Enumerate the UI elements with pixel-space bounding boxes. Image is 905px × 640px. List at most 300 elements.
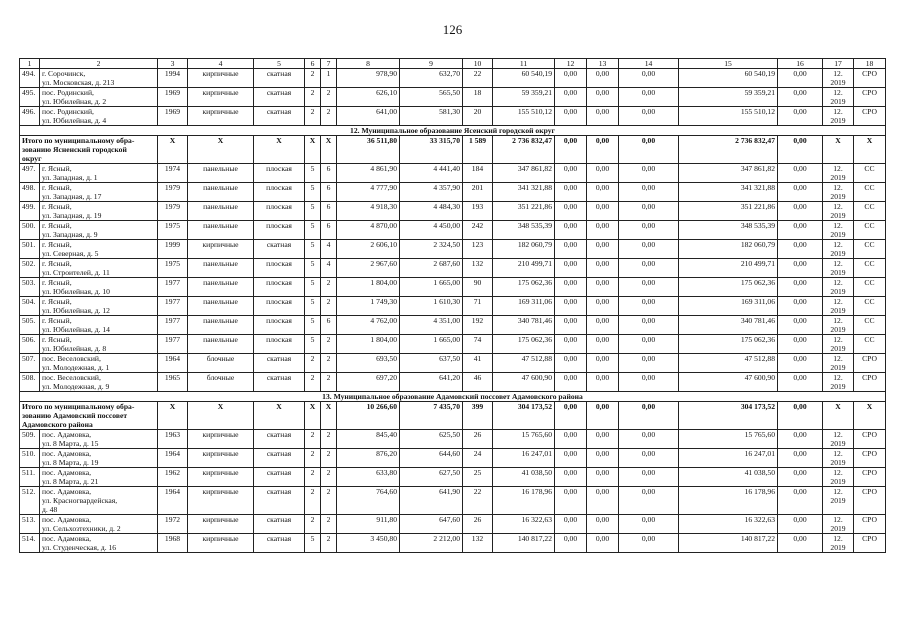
address-line: г. Ясный, [42,164,72,173]
address-line: д. 48 [42,505,58,514]
address-line: ул. Молодежная, д. 9 [42,382,110,391]
living-area: 1 610,30 [400,297,463,316]
living-area: 627,50 [400,468,463,487]
build-year: 1964 [158,354,188,373]
row-number: 501. [20,240,40,259]
value-col13: 0,00 [587,164,619,183]
address-line: г. Ясный, [42,221,72,230]
total-area: 1 804,00 [337,278,400,297]
roof-type: скатная [254,468,305,487]
residents: 399 [463,402,493,430]
repair-cost: 60 540,19 [493,69,555,88]
value-col16: 0,00 [778,259,823,278]
column-header: 18 [854,59,886,69]
total-cost: 59 359,21 [679,88,778,107]
table-row [20,240,886,259]
floors: X [305,136,321,164]
living-area: 2 687,60 [400,259,463,278]
value-col12: 0,00 [555,202,587,221]
value-col14: 0,00 [619,183,679,202]
deadline-year: 2019 [830,477,846,486]
value-col13: 0,00 [587,449,619,468]
value-col14: 0,00 [619,468,679,487]
row-number: 514. [20,534,40,553]
floors: 5 [305,316,321,335]
deadline-year: 2019 [830,249,846,258]
value-col12: 0,00 [555,468,587,487]
address-line: ул. Строителей, д. 11 [42,268,110,277]
address-line: ул. 8 Марта, д. 21 [42,477,99,486]
value-col16: 0,00 [778,136,823,164]
address [40,515,158,534]
value-col12: 0,00 [555,278,587,297]
build-year: 1975 [158,221,188,240]
value-col13: 0,00 [587,373,619,392]
roof-type: скатная [254,430,305,449]
total-row [20,136,886,164]
total-cost: 2 736 832,47 [679,136,778,164]
value-col12: 0,00 [555,335,587,354]
column-header: 3 [158,59,188,69]
living-area: 4 351,00 [400,316,463,335]
wall-material: панельные [188,259,254,278]
repair-deadline [823,69,854,88]
address-line: пос. Адамовка, [42,515,91,524]
value-col14: 0,00 [619,278,679,297]
address [40,221,158,240]
repair-deadline [823,183,854,202]
value-col12: 0,00 [555,107,587,126]
address-line: г. Ясный, [42,259,72,268]
deadline-year: 2019 [830,230,846,239]
value-col12: 0,00 [555,164,587,183]
total-cost: 169 311,06 [679,297,778,316]
repair-cost: 304 173,52 [493,402,555,430]
residents: 18 [463,88,493,107]
fund-type: СРО [854,373,886,392]
wall-material: кирпичные [188,487,254,515]
repair-deadline [823,354,854,373]
total-area: 764,60 [337,487,400,515]
repair-cost: 16 178,96 [493,487,555,515]
roof-type: плоская [254,316,305,335]
residents: 24 [463,449,493,468]
floors: 2 [305,69,321,88]
value-col12: 0,00 [555,373,587,392]
entrances: 2 [321,354,337,373]
fund-type: СС [854,297,886,316]
table-row [20,373,886,392]
value-col12: 0,00 [555,487,587,515]
value-col14: 0,00 [619,487,679,515]
deadline-month: 12. [833,487,843,496]
total-area: 2 606,10 [337,240,400,259]
value-col13: 0,00 [587,136,619,164]
repair-deadline [823,259,854,278]
row-number: 500. [20,221,40,240]
value-col14: 0,00 [619,449,679,468]
value-col14: 0,00 [619,164,679,183]
total-label-line: зованию Адамовский поссовет [22,411,128,420]
value-col12: 0,00 [555,402,587,430]
column-header: 14 [619,59,679,69]
entrances: 6 [321,164,337,183]
build-year: 1975 [158,259,188,278]
entrances: X [321,136,337,164]
column-header: 2 [40,59,158,69]
column-header: 12 [555,59,587,69]
deadline-year: 2019 [830,524,846,533]
roof-type: плоская [254,221,305,240]
table-row [20,354,886,373]
deadline-year: 2019 [830,116,846,125]
deadline-year: 2019 [830,78,846,87]
value-col14: 0,00 [619,335,679,354]
entrances: 4 [321,259,337,278]
living-area: 4 450,00 [400,221,463,240]
value-col13: 0,00 [587,297,619,316]
total-area: 697,20 [337,373,400,392]
residents: 123 [463,240,493,259]
address-line: ул. Юбилейная, д. 4 [42,116,107,125]
value-col13: 0,00 [587,107,619,126]
entrances: 2 [321,88,337,107]
deadline-year: 2019 [830,287,846,296]
total-area: 4 870,00 [337,221,400,240]
total-area: 693,50 [337,354,400,373]
value-col13: 0,00 [587,316,619,335]
fund-type: СРО [854,69,886,88]
total-area: 4 861,90 [337,164,400,183]
living-area: 4 441,40 [400,164,463,183]
address-line: ул. 8 Марта, д. 15 [42,439,99,448]
value-col13: 0,00 [587,240,619,259]
repair-cost: 47 512,88 [493,354,555,373]
entrances: 2 [321,534,337,553]
roof-type: скатная [254,69,305,88]
entrances: 2 [321,373,337,392]
fund-type: СРО [854,515,886,534]
repair-cost: 155 510,12 [493,107,555,126]
deadline-month: 12. [833,202,843,211]
section-row [20,126,886,136]
wall-material: панельные [188,202,254,221]
table-row [20,221,886,240]
row-number: 495. [20,88,40,107]
build-year: 1979 [158,202,188,221]
floors: 5 [305,259,321,278]
address-line: г. Сорочинск, [42,69,86,78]
floors: 2 [305,487,321,515]
value-col12: 0,00 [555,136,587,164]
value-col14: 0,00 [619,136,679,164]
address-line: ул. Западная, д. 17 [42,192,102,201]
residents: 192 [463,316,493,335]
living-area: 644,60 [400,449,463,468]
address [40,202,158,221]
value-col16: 0,00 [778,240,823,259]
living-area: 1 665,00 [400,278,463,297]
wall-material: кирпичные [188,430,254,449]
residents: 201 [463,183,493,202]
address-line: ул. Красногвардейская, [42,496,118,505]
table-row [20,515,886,534]
fund-type: СС [854,335,886,354]
address-line: г. Ясный, [42,202,72,211]
build-year: 1999 [158,240,188,259]
table-row [20,202,886,221]
deadline-month: 12. [833,240,843,249]
value-col16: 0,00 [778,534,823,553]
build-year: 1965 [158,373,188,392]
deadline-month: 12. [833,297,843,306]
address-line: ул. Студенческая, д. 16 [42,543,117,552]
value-col13: 0,00 [587,278,619,297]
value-col12: 0,00 [555,183,587,202]
wall-material: кирпичные [188,240,254,259]
total-cost: 140 817,22 [679,534,778,553]
value-col16: 0,00 [778,107,823,126]
repair-deadline [823,88,854,107]
deadline-month: 12. [833,515,843,524]
value-col14: 0,00 [619,69,679,88]
build-year: 1964 [158,487,188,515]
repair-deadline [823,468,854,487]
value-col14: 0,00 [619,240,679,259]
value-col14: 0,00 [619,373,679,392]
deadline-month: 12. [833,335,843,344]
living-area: 4 484,30 [400,202,463,221]
address-line: ул. Сельхозтехники, д. 2 [42,524,121,533]
fund-type: СРО [854,468,886,487]
deadline-year: 2019 [830,382,846,391]
value-col14: 0,00 [619,88,679,107]
residents: 132 [463,259,493,278]
table-row [20,297,886,316]
column-header: 1 [20,59,40,69]
total-cost: 15 765,60 [679,430,778,449]
total-area: 4 918,30 [337,202,400,221]
value-col14: 0,00 [619,202,679,221]
roof-type: плоская [254,297,305,316]
floors: 5 [305,221,321,240]
address [40,297,158,316]
value-col12: 0,00 [555,534,587,553]
wall-material: кирпичные [188,88,254,107]
value-col16: 0,00 [778,88,823,107]
total-area: 4 762,00 [337,316,400,335]
residents: 26 [463,515,493,534]
build-year: 1974 [158,164,188,183]
repair-deadline [823,107,854,126]
repair-deadline [823,164,854,183]
living-area: 641,90 [400,487,463,515]
value-col12: 0,00 [555,354,587,373]
column-header: 9 [400,59,463,69]
value-col13: 0,00 [587,402,619,430]
total-area: 2 967,60 [337,259,400,278]
value-col16: 0,00 [778,354,823,373]
column-header: 11 [493,59,555,69]
value-col16: 0,00 [778,297,823,316]
wall-material: кирпичные [188,515,254,534]
deadline-month: 12. [833,183,843,192]
address-line: пос. Родинский, [42,88,94,97]
roof-type: плоская [254,183,305,202]
total-cost: 182 060,79 [679,240,778,259]
build-year: X [158,402,188,430]
living-area: 1 665,00 [400,335,463,354]
repair-cost: 41 038,50 [493,468,555,487]
fund-type: СРО [854,487,886,515]
fund-type: СРО [854,449,886,468]
value-col14: 0,00 [619,430,679,449]
deadline-year: 2019 [830,496,846,505]
value-col13: 0,00 [587,335,619,354]
value-col13: 0,00 [587,468,619,487]
value-col12: 0,00 [555,515,587,534]
address-line: ул. Юбилейная, д. 2 [42,97,107,106]
table-row [20,107,886,126]
total-label [20,136,158,164]
repair-deadline [823,515,854,534]
floors: 5 [305,164,321,183]
value-col12: 0,00 [555,88,587,107]
address [40,183,158,202]
entrances: 2 [321,515,337,534]
column-header: 17 [823,59,854,69]
value-col14: 0,00 [619,316,679,335]
address-line: ул. Юбилейная, д. 12 [42,306,110,315]
row-number: 511. [20,468,40,487]
residents: 193 [463,202,493,221]
entrances: 2 [321,430,337,449]
total-label-line: Адамовского района [22,420,93,429]
roof-type: плоская [254,164,305,183]
deadline-month: 12. [833,69,843,78]
residents: 242 [463,221,493,240]
repair-deadline [823,316,854,335]
build-year: 1977 [158,335,188,354]
repair-cost: 348 535,39 [493,221,555,240]
wall-material: панельные [188,164,254,183]
address-line: ул. Юбилейная, д. 8 [42,344,107,353]
address [40,373,158,392]
entrances: 6 [321,183,337,202]
deadline-month: 12. [833,534,843,543]
residents: 20 [463,107,493,126]
address [40,278,158,297]
address-line: пос. Родинский, [42,107,94,116]
address-line: г. Ясный, [42,297,72,306]
value-col14: 0,00 [619,354,679,373]
living-area: 33 315,70 [400,136,463,164]
roof-type: плоская [254,278,305,297]
deadline-year: 2019 [830,439,846,448]
wall-material: панельные [188,297,254,316]
deadline-year: 2019 [830,173,846,182]
entrances: 1 [321,69,337,88]
column-header: 16 [778,59,823,69]
total-label [20,402,158,430]
repair-cost: 347 861,82 [493,164,555,183]
roof-type: скатная [254,107,305,126]
repair-cost: 340 781,46 [493,316,555,335]
value-col12: 0,00 [555,316,587,335]
roof-type: плоская [254,259,305,278]
build-year: 1962 [158,468,188,487]
row-number: 508. [20,373,40,392]
roof-type: скатная [254,449,305,468]
value-col12: 0,00 [555,430,587,449]
living-area: 4 357,90 [400,183,463,202]
wall-material: кирпичные [188,69,254,88]
fund-type: СС [854,240,886,259]
address [40,259,158,278]
repair-cost: 59 359,21 [493,88,555,107]
value-col16: 0,00 [778,402,823,430]
address-line: ул. Московская, д. 213 [42,78,115,87]
value-col16: 0,00 [778,316,823,335]
row-number: 506. [20,335,40,354]
column-header: 10 [463,59,493,69]
column-header-row [20,59,886,69]
total-cost: 175 062,36 [679,278,778,297]
living-area: 641,20 [400,373,463,392]
repair-cost: 16 247,01 [493,449,555,468]
wall-material: кирпичные [188,107,254,126]
row-number: 504. [20,297,40,316]
floors: 5 [305,183,321,202]
row-number: 494. [20,69,40,88]
repair-cost: 175 062,36 [493,278,555,297]
address [40,430,158,449]
value-col14: 0,00 [619,259,679,278]
living-area: 2 324,50 [400,240,463,259]
repair-deadline [823,202,854,221]
deadline-month: 12. [833,259,843,268]
address-line: г. Ясный, [42,335,72,344]
roof-type: X [254,136,305,164]
fund-type: СС [854,183,886,202]
build-year: 1964 [158,449,188,468]
deadline-year: 2019 [830,325,846,334]
entrances: 2 [321,335,337,354]
repair-deadline [823,534,854,553]
floors: 2 [305,373,321,392]
total-area: 876,20 [337,449,400,468]
residents: 25 [463,468,493,487]
total-cost: 47 512,88 [679,354,778,373]
residents: 46 [463,373,493,392]
build-year: 1969 [158,107,188,126]
build-year: 1977 [158,297,188,316]
repair-cost: 351 221,86 [493,202,555,221]
value-col13: 0,00 [587,221,619,240]
deadline-month: X [835,136,841,145]
column-header: 8 [337,59,400,69]
residents: 26 [463,430,493,449]
repair-cost: 2 736 832,47 [493,136,555,164]
deadline-year: 2019 [830,268,846,277]
deadline-year: 2019 [830,458,846,467]
value-col12: 0,00 [555,69,587,88]
address [40,468,158,487]
table-row [20,88,886,107]
repair-cost: 341 321,88 [493,183,555,202]
entrances: 2 [321,297,337,316]
total-area: 4 777,90 [337,183,400,202]
